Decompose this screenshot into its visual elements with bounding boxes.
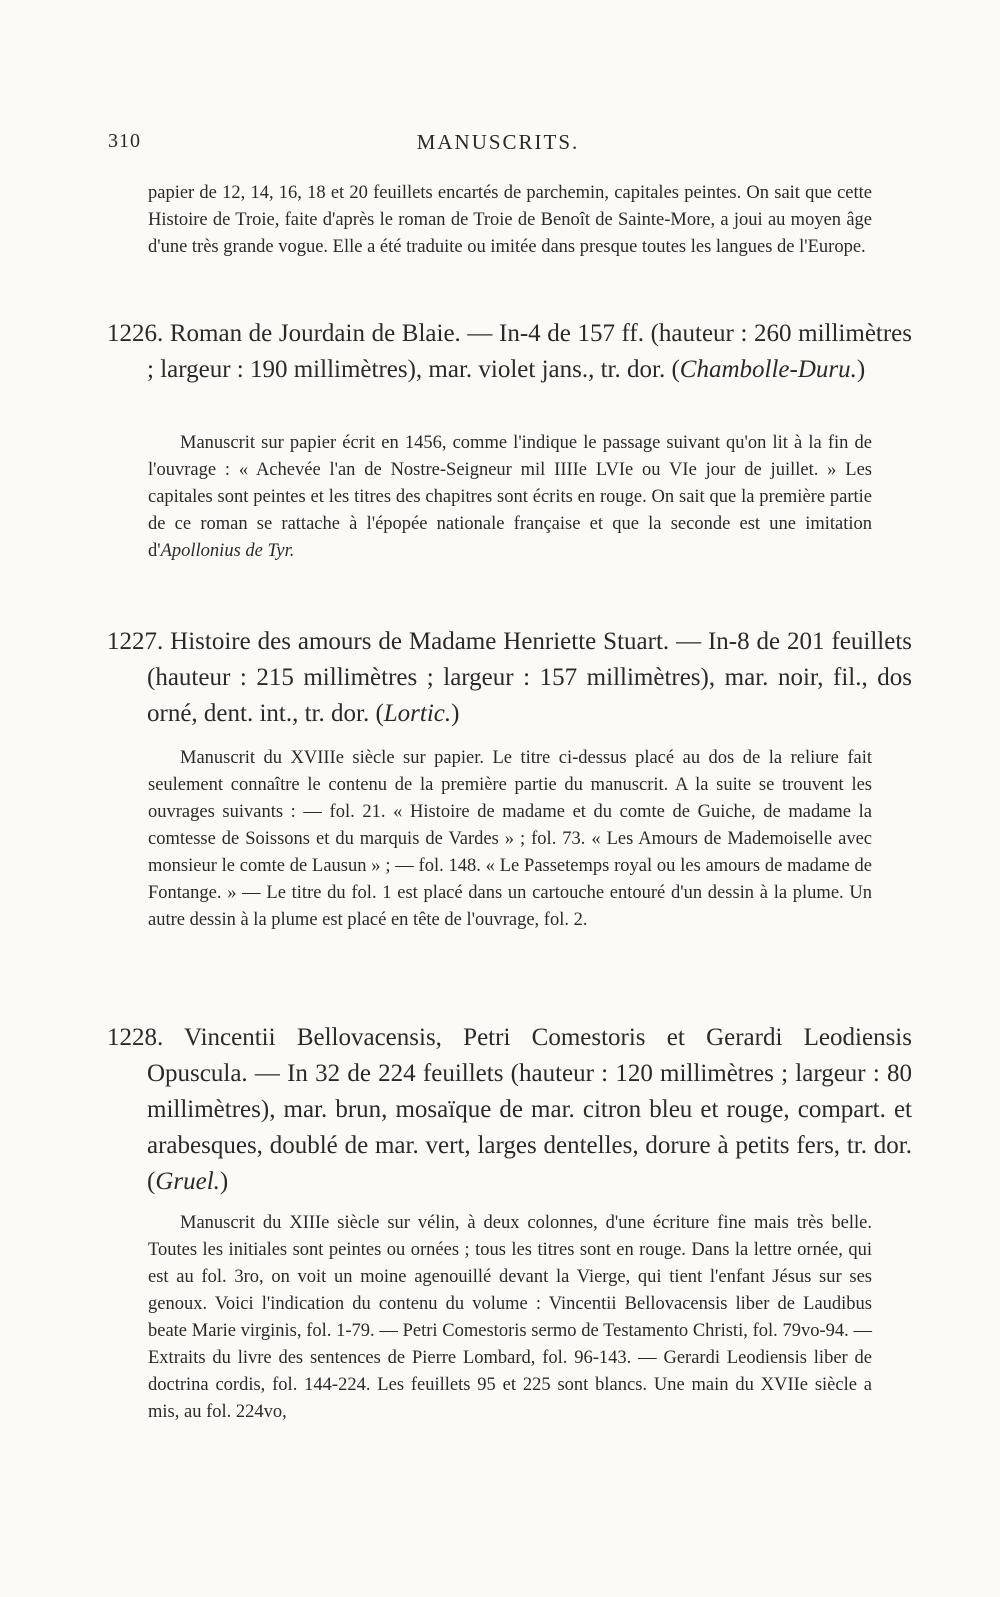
binder-close: ) [219,1168,229,1195]
note-text: Manuscrit sur papier écrit en 1456, comme l'indique le passage suivant qu'on lit à la fin de l'ouvrage : « Achevée l'an de Nostre-Seigneur mil IIIIe LVIe ou VIe jour de juillet. » Les capitales sont peintes et les titres des chapitres sont écrits en rouge. On sait que la première partie de ce roman se rattache à l'épopée nationale française et que la seconde est une imitation d' [148,433,872,561]
entry-description: Roman de Jourdain de Blaie. — In-4 de 157 ff. (hauteur : 260 millimètres ; largeur : 190 millimètres), mar. violet jans., tr. dor. ( [147,320,913,383]
page-header [108,130,888,160]
entry-description: Vincentii Bellovacensis, Petri Comestoris et Gerardi Leodiensis Opuscula. — In 32 de 224 feuillets (hauteur : 120 millimètres ; largeur : 80 millimètres), mar. brun, mosaïque de mar. citron bleu et rouge, compart. et arabesques, doublé de mar. vert, larges dentelles, dorure à petits fers, tr. dor. ( [147,1024,912,1195]
binder-close: ) [451,700,460,727]
entry-note-1228: Manuscrit du XIIIe siècle sur vélin, à deux colonnes, d'une écriture fine mais très belle. Toutes les initiales sont peintes ou ornées ; tous les titres sont en rouge. Dans la lettre ornée, qui est au fol. 3ro, on voit un moine agenouillé devant la Vierge, qui tient l'enfant Jésus sur ses genoux. Voici l'indication du contenu du volume : Vincentii Bellovacensis liber de Laudibus beate Marie virginis, fol. 1-79. — Petri Comestoris sermo de Testamento Christi, fol. 79vo-94. — Extraits du livre des sentences de Pierre Lombard, fol. 96-143. — Gerardi Leodiensis liber de doctrina cordis, fol. 144-224. Les feuillets 95 et 225 sont blancs. Une main du XVIIe siècle a mis, au fol. 224vo, [148,1213,872,1422]
entry-note-1226 [148,430,872,565]
page-number: 310 [108,130,141,152]
catalog-entry-1227 [107,624,912,732]
entry-description: Histoire des amours de Madame Henriette Stuart. — In-8 de 201 feuillets (hauteur : 215 millimètres ; largeur : 157 millimètres), mar. noir, fil., dos orné, dent. int., tr. dor. ( [147,628,912,727]
entry-note-1227: Manuscrit du XVIIIe siècle sur papier. Le titre ci-dessus placé au dos de la reliure fait seulement connaître le contenu de la première partie du manuscrit. A la suite se trouvent les ouvrages suivants : — fol. 21. « Histoire de madame et du comte de Guiche, de madame la comtesse de Soissons et du marquis de Vardes » ; fol. 73. « Les Amours de Mademoiselle avec monsieur le comte de Lausun » ; — fol. 148. « Le Passetemps royal ou les amours de madame de Fontange. » — Le titre du fol. 1 est placé dans un cartouche entouré d'un dessin à la plume. Un autre dessin à la plume est placé en tête de l'ouvrage, fol. 2. [148,748,872,930]
catalog-entry-1228 [107,1020,912,1200]
entry-number: 1228. [107,1024,164,1051]
running-title: MANUSCRITS. [416,130,580,154]
entry-number: 1226. [107,320,164,347]
continued-note: papier de 12, 14, 16, 18 et 20 feuillets encartés de parchemin, capitales peintes. On sait que cette Histoire de Troie, faite d'après le roman de Troie de Benoît de Sainte-More, a joui au moyen âge d'une très grande vogue. Elle a été traduite ou imitée dans presque toutes les langues de l'Europe. [148,183,872,257]
catalog-entry-1226 [107,316,912,388]
note-italic: Apollonius de Tyr. [160,541,295,561]
entry-number: 1227. [107,628,164,655]
binder-name: Gruel. [155,1168,220,1195]
binder-name: Lortic. [383,700,452,727]
binder-close: ) [856,356,866,383]
binder-name: Chambolle-Duru. [679,356,857,383]
